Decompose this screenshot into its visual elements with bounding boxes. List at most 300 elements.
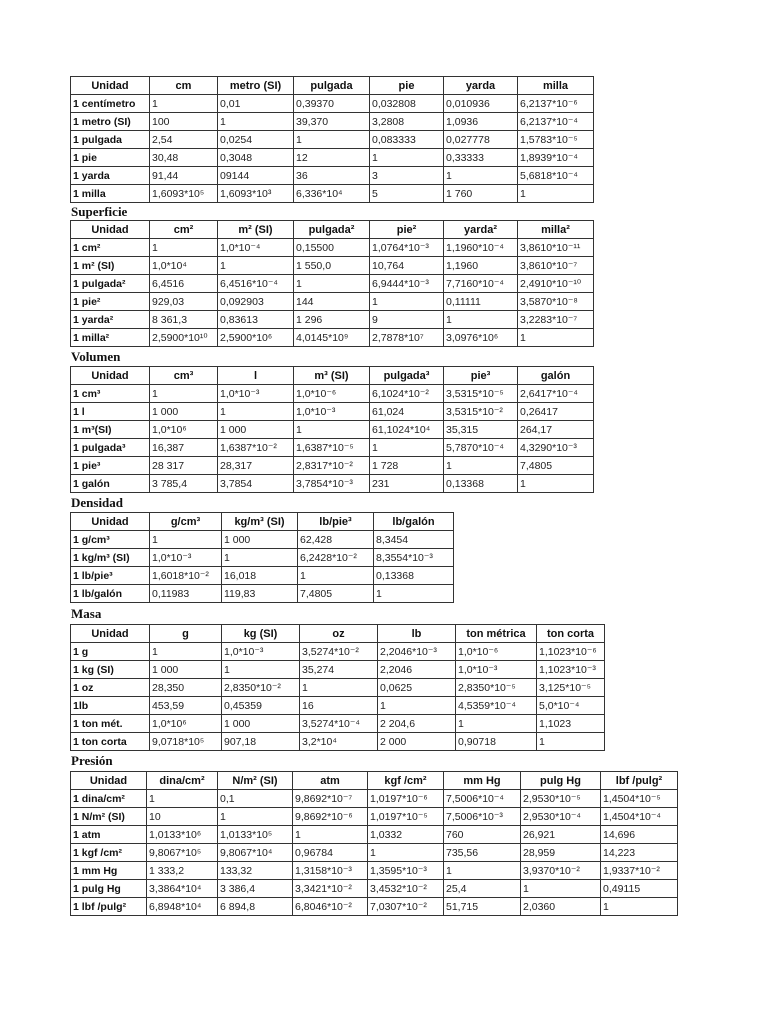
column-header: mm Hg xyxy=(444,772,521,790)
table-row xyxy=(71,149,594,167)
table-cell: 1 xyxy=(294,275,370,293)
table-cell: 2,4910*10⁻¹⁰ xyxy=(518,275,594,293)
row-unit-label: 1 centímetro xyxy=(71,95,150,113)
column-header: pie² xyxy=(370,221,444,239)
table-cell: 0,96784 xyxy=(293,844,368,862)
table-cell: 6,2428*10⁻² xyxy=(298,549,374,567)
table-superficie xyxy=(70,220,594,347)
table-cell: 5,6818*10⁻⁴ xyxy=(518,167,594,185)
table-cell: 1,0*10⁻⁴ xyxy=(218,239,294,257)
table-cell: 0,45359 xyxy=(222,697,300,715)
column-header: pie³ xyxy=(444,367,518,385)
table-cell: 3,125*10⁻⁵ xyxy=(537,679,605,697)
row-unit-label: 1 pulg Hg xyxy=(71,880,147,898)
column-header: pie xyxy=(370,77,444,95)
row-unit-label: 1 kg/m³ (SI) xyxy=(71,549,150,567)
row-unit-label: 1 ton corta xyxy=(71,733,150,751)
table-cell: 7,4805 xyxy=(518,457,594,475)
table-cell: 1 xyxy=(150,643,222,661)
table-cell: 39,370 xyxy=(294,113,370,131)
table-cell: 0,0625 xyxy=(378,679,456,697)
table-cell: 1 xyxy=(444,311,518,329)
row-unit-label: 1 oz xyxy=(71,679,150,697)
table-header-row xyxy=(71,367,594,385)
table-cell: 16,387 xyxy=(150,439,218,457)
row-unit-label: 1 pie xyxy=(71,149,150,167)
table-cell: 119,83 xyxy=(222,585,298,603)
table-cell: 3,5274*10⁻⁴ xyxy=(300,715,378,733)
table-cell: 0,90718 xyxy=(456,733,537,751)
table-cell: 1,0*10⁻³ xyxy=(150,549,222,567)
table-cell: 231 xyxy=(370,475,444,493)
table-cell: 1,0*10⁻³ xyxy=(218,385,294,403)
table-cell: 1 xyxy=(150,531,222,549)
column-header: Unidad xyxy=(71,625,150,643)
table-cell: 4,0145*10⁹ xyxy=(294,329,370,347)
column-header: Unidad xyxy=(71,772,147,790)
table-cell: 453,59 xyxy=(150,697,222,715)
table-cell: 264,17 xyxy=(518,421,594,439)
table-row xyxy=(71,567,454,585)
table-cell: 1 000 xyxy=(150,403,218,421)
table-row xyxy=(71,790,678,808)
table-row xyxy=(71,898,678,916)
column-header: pulgada³ xyxy=(370,367,444,385)
table-row xyxy=(71,585,454,603)
table-cell: 25,4 xyxy=(444,880,521,898)
table-cell: 2 204,6 xyxy=(378,715,456,733)
table-cell: 0,13368 xyxy=(374,567,454,585)
table-cell: 16 xyxy=(300,697,378,715)
table-cell: 6,8948*10⁴ xyxy=(147,898,218,916)
table-row xyxy=(71,131,594,149)
column-header: milla² xyxy=(518,221,594,239)
table-cell: 100 xyxy=(150,113,218,131)
table-header-row xyxy=(71,77,594,95)
table-cell: 0,13368 xyxy=(444,475,518,493)
table-cell: 7,7160*10⁻⁴ xyxy=(444,275,518,293)
table-cell: 5,7870*10⁻⁴ xyxy=(444,439,518,457)
table-cell: 1 000 xyxy=(222,715,300,733)
table-row xyxy=(71,439,594,457)
table-cell: 2,6417*10⁻⁴ xyxy=(518,385,594,403)
table-cell: 1 xyxy=(368,844,444,862)
table-cell: 3,4532*10⁻² xyxy=(368,880,444,898)
table-cell: 1,5783*10⁻⁵ xyxy=(518,131,594,149)
table-cell: 61,1024*10⁴ xyxy=(370,421,444,439)
table-cell: 1 xyxy=(370,439,444,457)
table-cell: 1 xyxy=(147,790,218,808)
table-cell: 1,1960 xyxy=(444,257,518,275)
table-cell: 2,9530*10⁻⁴ xyxy=(521,808,601,826)
table-header-row xyxy=(71,772,678,790)
column-header: pulgada² xyxy=(294,221,370,239)
column-header: lb/galón xyxy=(374,513,454,531)
table-cell: 0,027778 xyxy=(444,131,518,149)
column-header: l xyxy=(218,367,294,385)
table-cell: 9,8067*10⁵ xyxy=(147,844,218,862)
table-cell: 0,083333 xyxy=(370,131,444,149)
row-unit-label: 1 lb/galón xyxy=(71,585,150,603)
table-cell: 2,5900*10⁶ xyxy=(218,329,294,347)
row-unit-label: 1 g/cm³ xyxy=(71,531,150,549)
table-row xyxy=(71,167,594,185)
column-header: yarda xyxy=(444,77,518,95)
table-cell: 1,0*10⁻⁶ xyxy=(456,643,537,661)
table-row xyxy=(71,403,594,421)
table-cell: 0,1 xyxy=(218,790,293,808)
table-cell: 1 333,2 xyxy=(147,862,218,880)
table-cell: 8,3454 xyxy=(374,531,454,549)
column-header: metro (SI) xyxy=(218,77,294,95)
table-row xyxy=(71,329,594,347)
table-cell: 2,7878*10⁷ xyxy=(370,329,444,347)
table-cell: 9,8692*10⁻⁷ xyxy=(293,790,368,808)
table-cell: 1,1960*10⁻⁴ xyxy=(444,239,518,257)
column-header: lb xyxy=(378,625,456,643)
column-header: ton corta xyxy=(537,625,605,643)
column-header: milla xyxy=(518,77,594,95)
table-cell: 2,9530*10⁻⁵ xyxy=(521,790,601,808)
column-header: yarda² xyxy=(444,221,518,239)
column-header: cm² xyxy=(150,221,218,239)
column-header: ton métrica xyxy=(456,625,537,643)
table-cell: 35,315 xyxy=(444,421,518,439)
table-cell: 1 728 xyxy=(370,457,444,475)
column-header: lbf /pulg² xyxy=(601,772,678,790)
table-cell: 1 xyxy=(518,475,594,493)
table-cell: 1 000 xyxy=(222,531,298,549)
column-header: m² (SI) xyxy=(218,221,294,239)
column-header: oz xyxy=(300,625,378,643)
table-cell: 1 000 xyxy=(218,421,294,439)
table-cell: 1,4504*10⁻⁵ xyxy=(601,790,678,808)
table-cell: 3,2283*10⁻⁷ xyxy=(518,311,594,329)
table-volumen xyxy=(70,366,594,493)
row-unit-label: 1 yarda² xyxy=(71,311,150,329)
table-row xyxy=(71,293,594,311)
table-cell: 1,0133*10⁶ xyxy=(147,826,218,844)
row-unit-label: 1 cm² xyxy=(71,239,150,257)
table-row xyxy=(71,643,605,661)
table-row xyxy=(71,531,454,549)
column-header: kg (SI) xyxy=(222,625,300,643)
table-cell: 7,0307*10⁻² xyxy=(368,898,444,916)
table-cell: 28,959 xyxy=(521,844,601,862)
table-cell: 9,0718*10⁵ xyxy=(150,733,222,751)
table-cell: 35,274 xyxy=(300,661,378,679)
table-cell: 1,0*10⁶ xyxy=(150,421,218,439)
table-cell: 1 xyxy=(294,421,370,439)
row-unit-label: 1 m³(SI) xyxy=(71,421,150,439)
table-cell: 1,1023 xyxy=(537,715,605,733)
table-cell: 1,8939*10⁻⁴ xyxy=(518,149,594,167)
row-unit-label: 1 lb/pie³ xyxy=(71,567,150,585)
row-unit-label: 1 kgf /cm² xyxy=(71,844,147,862)
row-unit-label: 1lb xyxy=(71,697,150,715)
table-header-row xyxy=(71,513,454,531)
row-unit-label: 1 atm xyxy=(71,826,147,844)
table-cell: 6,2137*10⁻⁴ xyxy=(518,113,594,131)
table-row xyxy=(71,421,594,439)
table-cell: 09144 xyxy=(218,167,294,185)
table-cell: 1,4504*10⁻⁴ xyxy=(601,808,678,826)
table-row xyxy=(71,95,594,113)
table-cell: 3,7854 xyxy=(218,475,294,493)
table-cell: 1 296 xyxy=(294,311,370,329)
table-cell: 133,32 xyxy=(218,862,293,880)
table-row xyxy=(71,549,454,567)
table-cell: 8 361,3 xyxy=(150,311,218,329)
table-cell: 30,48 xyxy=(150,149,218,167)
table-cell: 6,4516*10⁻⁴ xyxy=(218,275,294,293)
table-cell: 3,8610*10⁻⁷ xyxy=(518,257,594,275)
table-cell: 1 xyxy=(150,95,218,113)
table-cell: 2,8350*10⁻⁵ xyxy=(456,679,537,697)
column-header: galón xyxy=(518,367,594,385)
table-cell: 1,0*10⁻³ xyxy=(222,643,300,661)
row-unit-label: 1 yarda xyxy=(71,167,150,185)
table-cell: 1 760 xyxy=(444,185,518,203)
row-unit-label: 1 milla xyxy=(71,185,150,203)
table-cell: 1 xyxy=(218,403,294,421)
column-header: Unidad xyxy=(71,221,150,239)
column-header: atm xyxy=(293,772,368,790)
table-cell: 1 xyxy=(518,185,594,203)
table-cell: 6,9444*10⁻³ xyxy=(370,275,444,293)
table-cell: 9,8067*10⁴ xyxy=(218,844,293,862)
table-cell: 61,024 xyxy=(370,403,444,421)
table-cell: 6 894,8 xyxy=(218,898,293,916)
table-cell: 7,4805 xyxy=(298,585,374,603)
row-unit-label: 1 milla² xyxy=(71,329,150,347)
row-unit-label: 1 metro (SI) xyxy=(71,113,150,131)
table-cell: 1 xyxy=(456,715,537,733)
table-cell: 1,3595*10⁻³ xyxy=(368,862,444,880)
table-cell: 0,33333 xyxy=(444,149,518,167)
table-cell: 26,921 xyxy=(521,826,601,844)
table-cell: 0,010936 xyxy=(444,95,518,113)
section-title-volumen: Volumen xyxy=(71,349,121,364)
table-cell: 6,8046*10⁻² xyxy=(293,898,368,916)
table-cell: 36 xyxy=(294,167,370,185)
table-cell: 62,428 xyxy=(298,531,374,549)
table-row xyxy=(71,715,605,733)
row-unit-label: 1 l xyxy=(71,403,150,421)
table-header-row xyxy=(71,221,594,239)
section-title-superficie: Superficie xyxy=(71,204,128,219)
table-cell: 1 xyxy=(444,457,518,475)
table-cell: 1 xyxy=(293,826,368,844)
table-cell: 5,0*10⁻⁴ xyxy=(537,697,605,715)
table-cell: 8,3554*10⁻³ xyxy=(374,549,454,567)
table-cell: 1 xyxy=(218,113,294,131)
table-cell: 91,44 xyxy=(150,167,218,185)
table-cell: 1 xyxy=(300,679,378,697)
table-cell: 16,018 xyxy=(222,567,298,585)
table-cell: 1 xyxy=(444,862,521,880)
table-cell: 2,0360 xyxy=(521,898,601,916)
table-cell: 0,49115 xyxy=(601,880,678,898)
column-header: g/cm³ xyxy=(150,513,222,531)
table-cell: 0,032808 xyxy=(370,95,444,113)
table-cell: 1 xyxy=(294,131,370,149)
column-header: Unidad xyxy=(71,513,150,531)
row-unit-label: 1 mm Hg xyxy=(71,862,147,880)
table-cell: 1,6093*10⁵ xyxy=(150,185,218,203)
row-unit-label: 1 pie³ xyxy=(71,457,150,475)
table-cell: 2,54 xyxy=(150,131,218,149)
table-cell: 6,2137*10⁻⁶ xyxy=(518,95,594,113)
table-cell: 1 xyxy=(518,329,594,347)
column-header: kg/m³ (SI) xyxy=(222,513,298,531)
table-cell: 0,092903 xyxy=(218,293,294,311)
table-row xyxy=(71,475,594,493)
table-cell: 1,6093*10³ xyxy=(218,185,294,203)
table-row xyxy=(71,880,678,898)
table-row xyxy=(71,275,594,293)
table-cell: 2,8350*10⁻² xyxy=(222,679,300,697)
table-cell: 3,2808 xyxy=(370,113,444,131)
column-header: Unidad xyxy=(71,367,150,385)
table-cell: 1,3158*10⁻³ xyxy=(293,862,368,880)
row-unit-label: 1 pulgada³ xyxy=(71,439,150,457)
row-unit-label: 1 g xyxy=(71,643,150,661)
table-cell: 1 xyxy=(150,239,218,257)
table-cell: 28,350 xyxy=(150,679,222,697)
table-row xyxy=(71,113,594,131)
table-row xyxy=(71,844,678,862)
column-header: dina/cm² xyxy=(147,772,218,790)
row-unit-label: 1 m² (SI) xyxy=(71,257,150,275)
table-cell: 0,0254 xyxy=(218,131,294,149)
table-masa xyxy=(70,624,605,751)
table-cell: 1 xyxy=(298,567,374,585)
table-cell: 1,6018*10⁻² xyxy=(150,567,222,585)
table-row xyxy=(71,697,605,715)
row-unit-label: 1 galón xyxy=(71,475,150,493)
table-cell: 6,4516 xyxy=(150,275,218,293)
table-cell: 3 xyxy=(370,167,444,185)
table-row xyxy=(71,239,594,257)
table-cell: 3,8610*10⁻¹¹ xyxy=(518,239,594,257)
table-row xyxy=(71,733,605,751)
table-cell: 12 xyxy=(294,149,370,167)
table-cell: 1,0*10⁻⁶ xyxy=(294,385,370,403)
row-unit-label: 1 pulgada xyxy=(71,131,150,149)
table-cell: 14,696 xyxy=(601,826,678,844)
table-row xyxy=(71,457,594,475)
table-cell: 14,223 xyxy=(601,844,678,862)
section-title-presion: Presión xyxy=(71,753,113,768)
table-row xyxy=(71,311,594,329)
column-header: kgf /cm² xyxy=(368,772,444,790)
table-row xyxy=(71,808,678,826)
table-cell: 1,1023*10⁻³ xyxy=(537,661,605,679)
column-header: Unidad xyxy=(71,77,150,95)
table-cell: 1,0*10⁴ xyxy=(150,257,218,275)
table-cell: 3,9370*10⁻² xyxy=(521,862,601,880)
table-cell: 2,5900*10¹⁰ xyxy=(150,329,218,347)
table-cell: 1,0*10⁻³ xyxy=(294,403,370,421)
table-cell: 7,5006*10⁻⁴ xyxy=(444,790,521,808)
table-cell: 1 xyxy=(150,385,218,403)
table-cell: 1,6387*10⁻² xyxy=(218,439,294,457)
table-cell: 3 785,4 xyxy=(150,475,218,493)
table-cell: 1 000 xyxy=(150,661,222,679)
table-cell: 1,0133*10⁵ xyxy=(218,826,293,844)
table-cell: 0,11111 xyxy=(444,293,518,311)
column-header: m³ (SI) xyxy=(294,367,370,385)
table-cell: 1,6387*10⁻⁵ xyxy=(294,439,370,457)
table-cell: 3,0976*10⁶ xyxy=(444,329,518,347)
row-unit-label: 1 lbf /pulg² xyxy=(71,898,147,916)
table-cell: 6,1024*10⁻² xyxy=(370,385,444,403)
table-cell: 1 xyxy=(378,697,456,715)
table-cell: 1,0764*10⁻³ xyxy=(370,239,444,257)
table-cell: 1 xyxy=(444,167,518,185)
table-cell: 9 xyxy=(370,311,444,329)
table-cell: 6,336*10⁴ xyxy=(294,185,370,203)
row-unit-label: 1 ton mét. xyxy=(71,715,150,733)
table-cell: 3,5315*10⁻² xyxy=(444,403,518,421)
column-header: pulg Hg xyxy=(521,772,601,790)
table-cell: 1,1023*10⁻⁶ xyxy=(537,643,605,661)
table-longitud xyxy=(70,76,594,203)
section-title-densidad: Densidad xyxy=(71,495,124,510)
section-title-masa: Masa xyxy=(71,606,102,621)
column-header: lb/pie³ xyxy=(298,513,374,531)
table-cell: 3,7854*10⁻³ xyxy=(294,475,370,493)
table-cell: 1 xyxy=(537,733,605,751)
table-cell: 3,3864*10⁴ xyxy=(147,880,218,898)
table-cell: 4,3290*10⁻³ xyxy=(518,439,594,457)
table-cell: 5 xyxy=(370,185,444,203)
table-cell: 1 550,0 xyxy=(294,257,370,275)
table-cell: 1 xyxy=(521,880,601,898)
table-cell: 0,3048 xyxy=(218,149,294,167)
table-cell: 1,0*10⁶ xyxy=(150,715,222,733)
table-cell: 3,5315*10⁻⁵ xyxy=(444,385,518,403)
table-cell: 1 xyxy=(218,808,293,826)
table-row xyxy=(71,679,605,697)
table-cell: 3,3421*10⁻² xyxy=(293,880,368,898)
table-row xyxy=(71,826,678,844)
table-cell: 3,5274*10⁻² xyxy=(300,643,378,661)
table-cell: 0,15500 xyxy=(294,239,370,257)
table-cell: 144 xyxy=(294,293,370,311)
table-cell: 1,0197*10⁻⁵ xyxy=(368,808,444,826)
table-cell: 1 xyxy=(222,549,298,567)
table-cell: 0,01 xyxy=(218,95,294,113)
table-row xyxy=(71,257,594,275)
table-cell: 1,9337*10⁻² xyxy=(601,862,678,880)
table-cell: 2,8317*10⁻² xyxy=(294,457,370,475)
table-cell: 0,39370 xyxy=(294,95,370,113)
table-cell: 760 xyxy=(444,826,521,844)
table-cell: 1 xyxy=(218,257,294,275)
table-cell: 1 xyxy=(222,661,300,679)
table-row xyxy=(71,661,605,679)
column-header: cm³ xyxy=(150,367,218,385)
table-cell: 735,56 xyxy=(444,844,521,862)
table-cell: 51,715 xyxy=(444,898,521,916)
column-header: g xyxy=(150,625,222,643)
column-header: N/m² (SI) xyxy=(218,772,293,790)
table-cell: 7,5006*10⁻³ xyxy=(444,808,521,826)
table-cell: 2,2046*10⁻³ xyxy=(378,643,456,661)
table-cell: 2,2046 xyxy=(378,661,456,679)
